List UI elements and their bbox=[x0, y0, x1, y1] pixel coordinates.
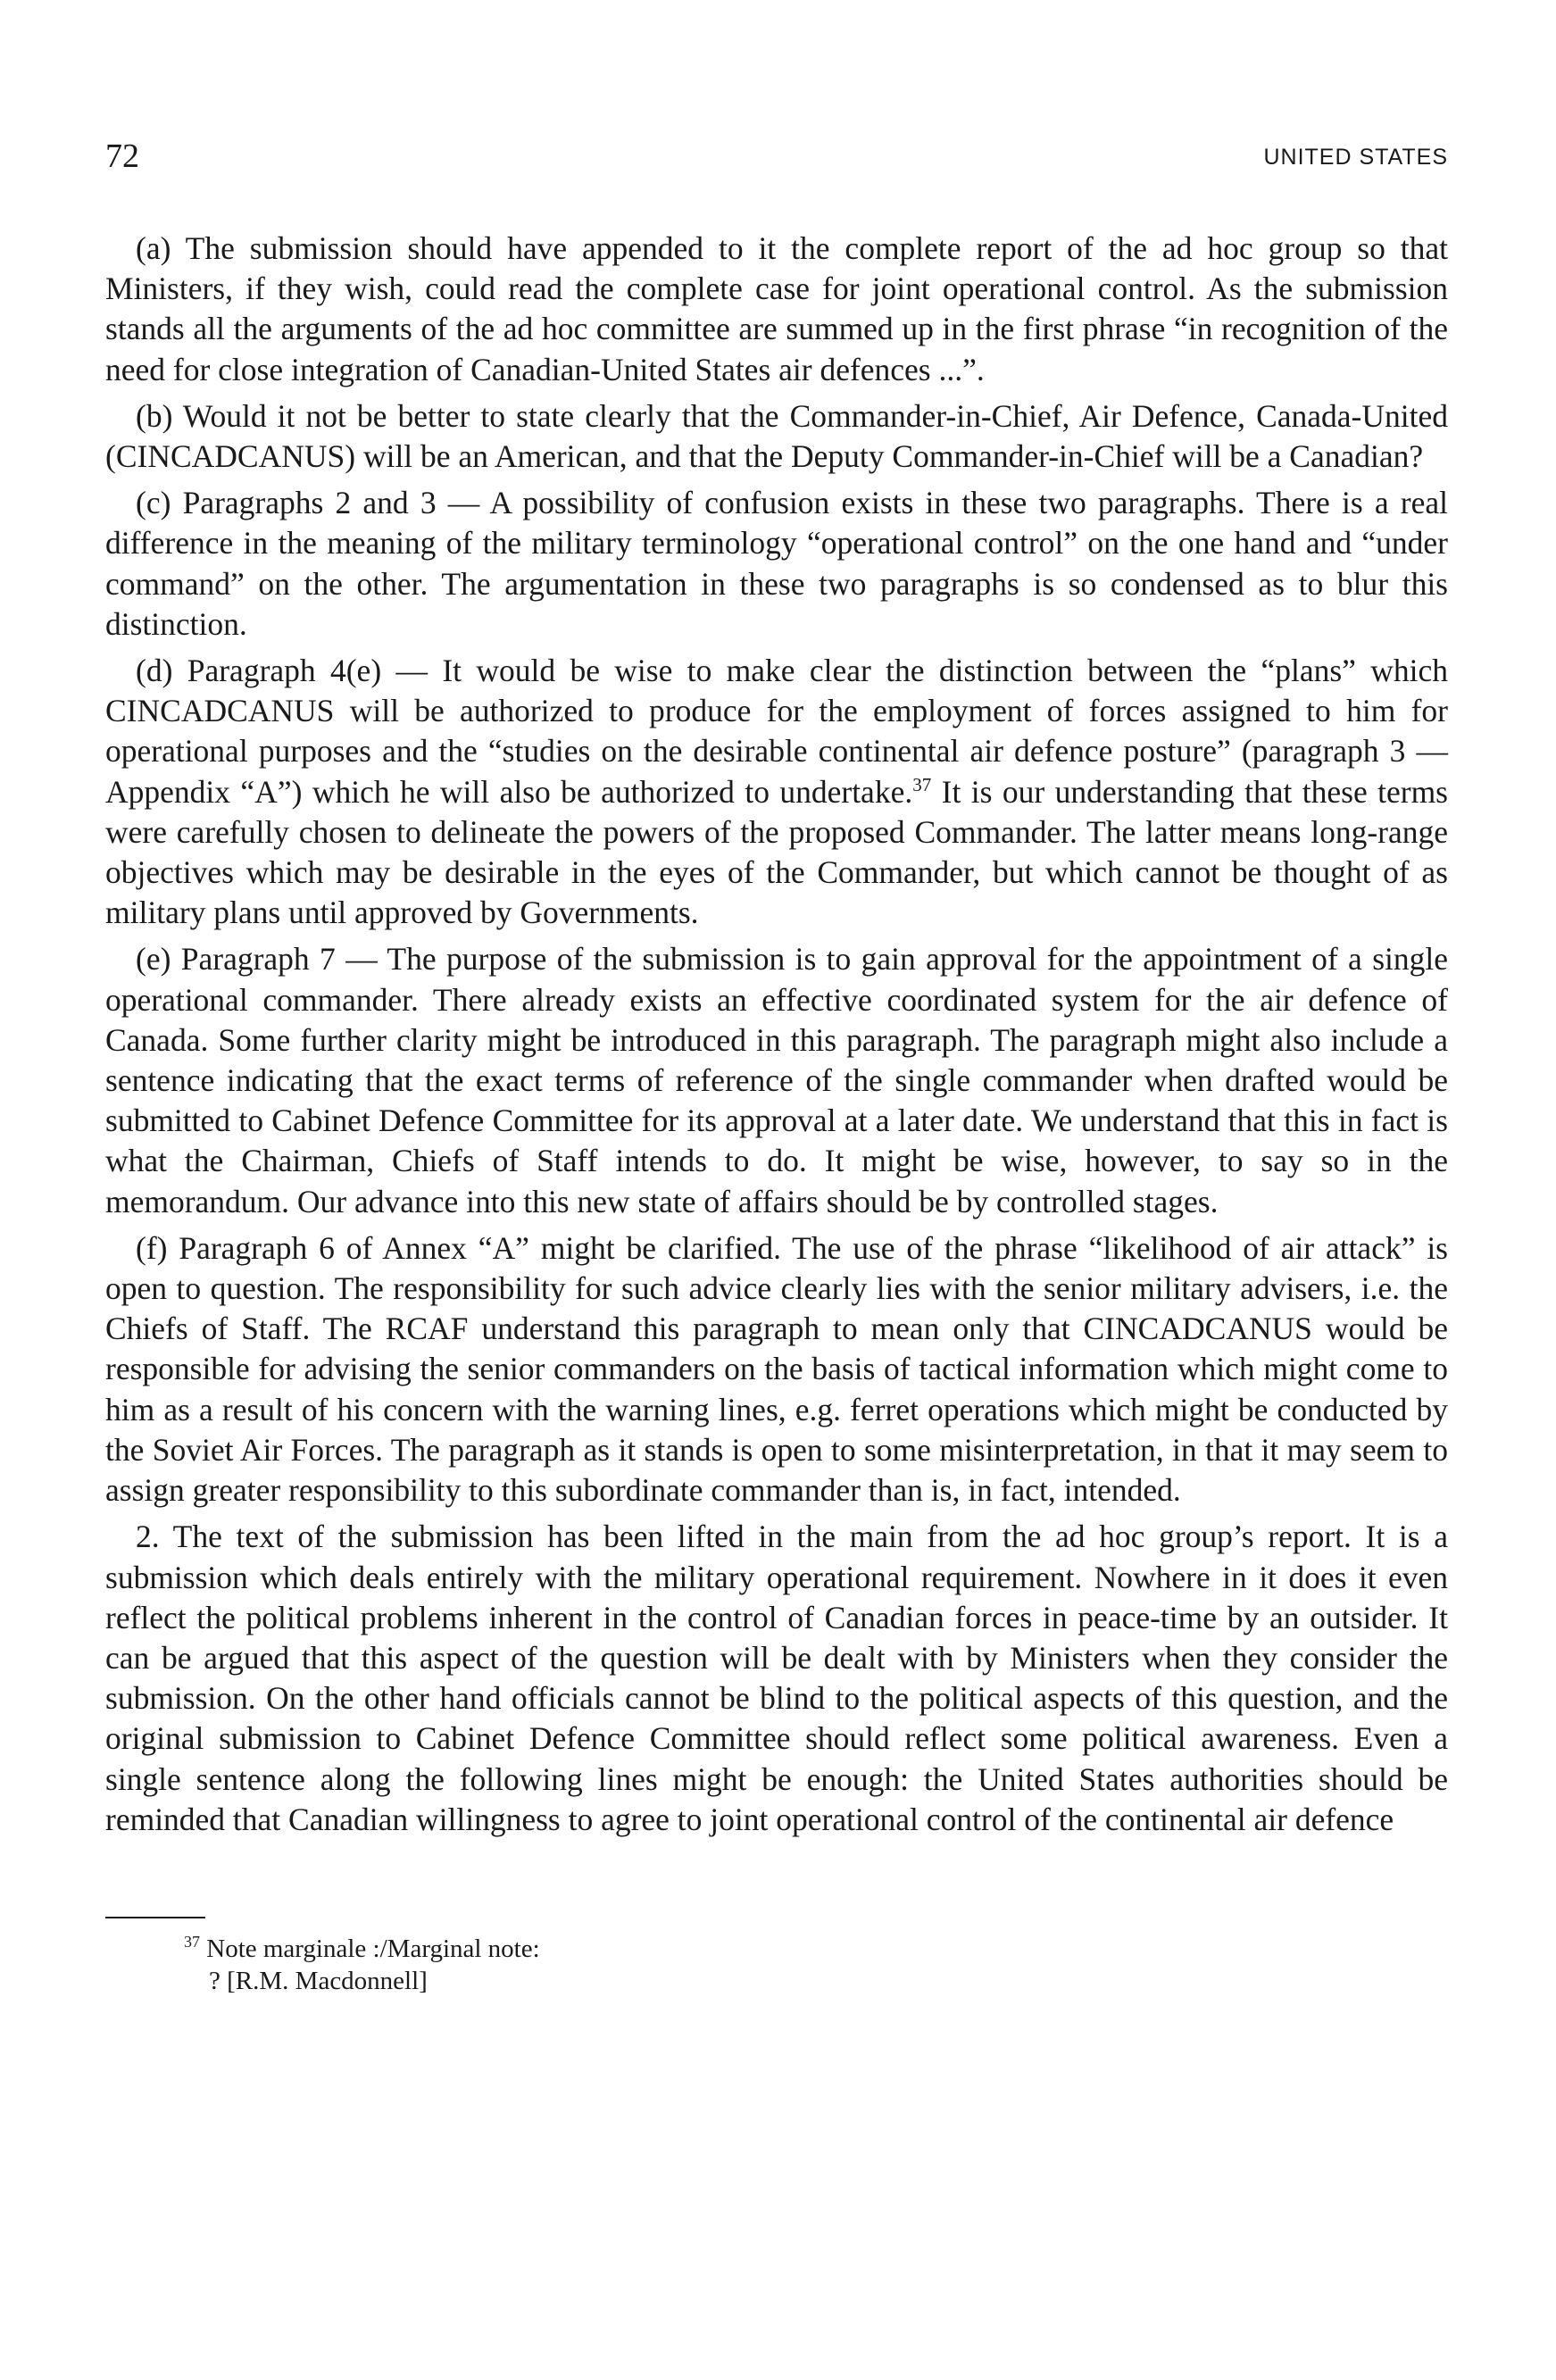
paragraph-d-text-after: It is our understanding that these terms were carefully chosen to delineate the powers of the proposed Commander. The latter means long-range objectives which may be desirable in the eyes of the Commander, but which cannot be thought of as military plans until approved by Governments. bbox=[105, 773, 1448, 931]
page-header bbox=[105, 134, 1448, 179]
footnote-number: 37 bbox=[184, 1932, 200, 1951]
paragraph-d-text-before: (d) Paragraph 4(e) — It would be wise to make clear the distinction between the “plans” which CINCADCANUS will be authorized to produce for the employment of forces assigned to him for operational purposes and the “studies on the desirable continental air defence posture” (paragraph 3 — Appendix “A”) which he will also be authorized to undertake. bbox=[105, 653, 1448, 810]
footnote-reference: 37 bbox=[912, 773, 932, 795]
footnote-marginal-note: Note marginale :/Marginal note: bbox=[206, 1934, 540, 1963]
paragraph-e: (e) Paragraph 7 — The purpose of the submission is to gain approval for the appointment of a single operational commander. There already exists an effective coordinated system for the air defence of Canada. Some further clarity might be introduced in this paragraph. The paragraph might also include a sentence indicating that the exact terms of reference of the single commander when drafted would be submitted to Cabinet Defence Committee for its approval at a later date. We understand that this in fact is what the Chairman, Chiefs of Staff intends to do. It might be wise, however, to say so in the memorandum. Our advance into this new state of affairs should be by controlled stages. bbox=[105, 941, 1448, 1219]
body-text bbox=[105, 229, 1448, 1840]
paragraph-c: (c) Paragraphs 2 and 3 — A possibility of confusion exists in these two paragraphs. There is a real difference in the meaning of the military terminology “operational control” on the one hand and “under command” on the other. The argumentation in these two paragraphs is so condensed as to blur this distinction. bbox=[105, 485, 1448, 642]
footnote bbox=[105, 1933, 1448, 1997]
footnote-line-1 bbox=[184, 1933, 1448, 1965]
paragraph-d bbox=[105, 651, 1448, 933]
footnote-line-2: ? [R.M. Macdonnell] bbox=[209, 1966, 428, 1995]
footnote-divider bbox=[105, 1917, 205, 1918]
paragraph-f: (f) Paragraph 6 of Annex “A” might be clarified. The use of the phrase “likelihood of air attack” is open to question. The responsibility for such advice clearly lies with the senior military advisers, i.e. the Chiefs of Staff. The RCAF understand this paragraph to mean only that CINCADCANUS would be responsible for advising the senior commanders on the basis of tactical information which might come to him as a result of his concern with the warning lines, e.g. ferret operations which might be conducted by the Soviet Air Forces. The paragraph as it stands is open to some misinterpretation, in that it may seem to assign greater responsibility to this subordinate commander than is, in fact, intended. bbox=[105, 1229, 1448, 1509]
paragraph-a: (a) The submission should have appended to it the complete report of the ad hoc group so that Ministers, if they wish, could read the complete case for joint operational control. As the submission stands all the arguments of the ad hoc committee are summed up in the first phrase “in recognition of the need for close integration of Canadian-United States air defences ...”. bbox=[105, 230, 1448, 387]
paragraph-b: (b) Would it not be better to state clearly that the Commander-in-Chief, Air Defence, Canada-United (CINCADCANUS) will be an American, and that the Deputy Commander-in-Chief will be a Canadian? bbox=[105, 397, 1448, 475]
paragraph-2: 2. The text of the submission has been lifted in the main from the ad hoc group’s report. It is a submission which deals entirely with the military operational requirement. Nowhere in it does it even reflect the political problems inherent in the control of Canadian forces in peace-time by an outsider. It can be argued that this aspect of the question will be dealt with by Ministers when they consider the submission. On the other hand officials cannot be blind to the political aspects of this question, and the original submission to Cabinet Defence Committee should reflect some political awareness. Even a single sentence along the following lines might be enough: the United States authorities should be reminded that Canadian willingness to agree to joint operational control of the continental air defence bbox=[105, 1519, 1448, 1837]
page-number: 72 bbox=[105, 137, 139, 175]
document-page bbox=[105, 134, 1448, 1997]
running-head: UNITED STATES bbox=[1263, 145, 1448, 170]
